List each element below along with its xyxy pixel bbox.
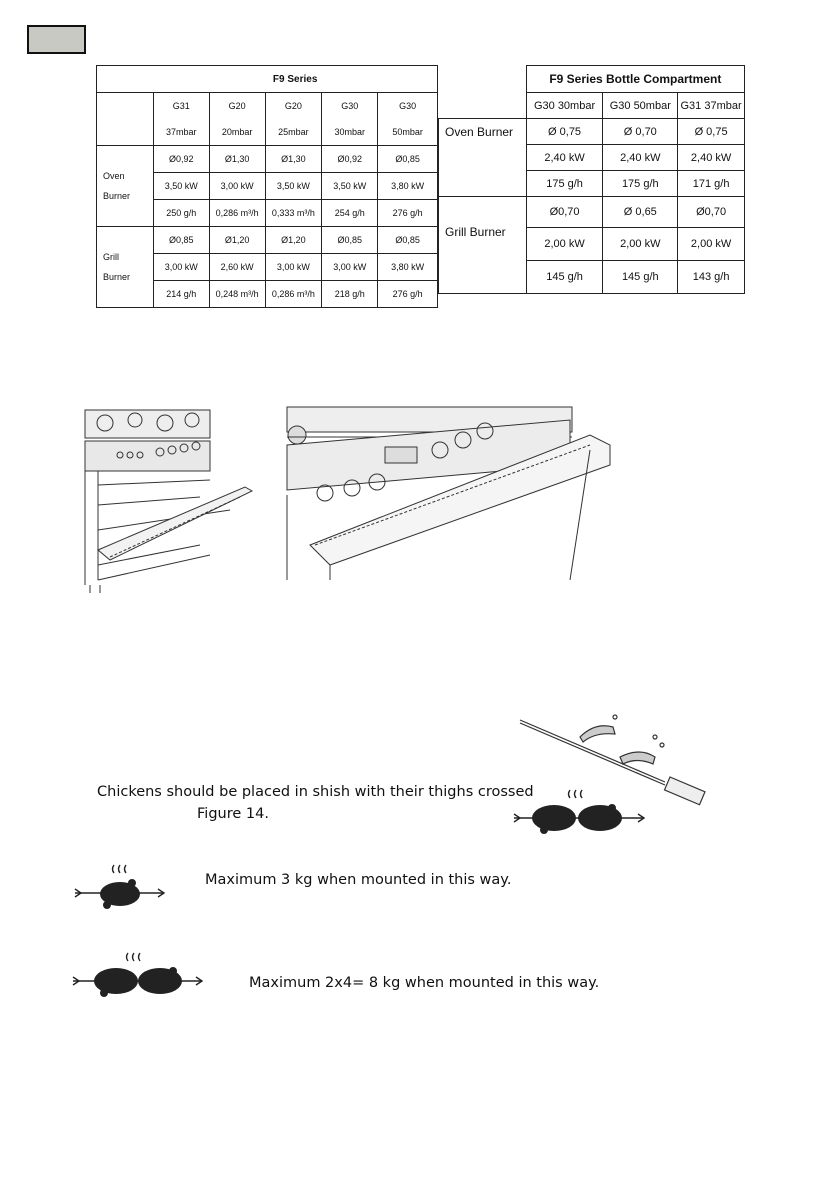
gas-pressure: 37mbar <box>153 119 209 146</box>
table-cell: 250 g/h <box>153 200 209 227</box>
table-cell: 175 g/h <box>603 171 678 197</box>
table-cell: Ø1,20 <box>265 227 322 254</box>
table-cell: Ø0,85 <box>322 227 378 254</box>
table-cell: Ø 0,65 <box>603 197 678 228</box>
figure-reference: Figure 14. <box>197 806 269 822</box>
table-cell: 276 g/h <box>378 281 438 308</box>
table-cell: Ø0,70 <box>526 197 603 228</box>
table-corner <box>97 66 154 93</box>
table-cell: 2,60 kW <box>209 254 265 281</box>
table-cell: Ø0,70 <box>678 197 745 228</box>
table-cell: 3,50 kW <box>265 173 322 200</box>
table-cell: 254 g/h <box>322 200 378 227</box>
table-cell: 3,50 kW <box>153 173 209 200</box>
table-cell: 3,80 kW <box>378 173 438 200</box>
gas-type: G30 <box>378 93 438 120</box>
table-cell: 3,50 kW <box>322 173 378 200</box>
gas-pressure: 50mbar <box>378 119 438 146</box>
table-cell: 175 g/h <box>526 171 603 197</box>
table-cell: 0,286 m³/h <box>265 281 322 308</box>
table-cell: 2,40 kW <box>603 145 678 171</box>
column-header: G30 50mbar <box>603 93 678 119</box>
table-cell: Ø1,30 <box>265 146 322 173</box>
table-cell: Ø 0,75 <box>678 119 745 145</box>
f9-series-gas-table <box>96 65 438 308</box>
table-cell: 3,80 kW <box>378 254 438 281</box>
table-cell: 3,00 kW <box>209 173 265 200</box>
table-cell: 3,00 kW <box>265 254 322 281</box>
instruction-line: Chickens should be placed in shish with their thighs crossed <box>97 784 534 800</box>
table-cell: Ø1,30 <box>209 146 265 173</box>
bottle-compartment-table <box>438 65 745 294</box>
table-cell: 2,00 kW <box>678 228 745 261</box>
table-cell: Ø0,85 <box>153 227 209 254</box>
table-cell: 276 g/h <box>378 200 438 227</box>
table-cell: Ø0,92 <box>153 146 209 173</box>
table-cell: 2,40 kW <box>678 145 745 171</box>
table-cell: 214 g/h <box>153 281 209 308</box>
max-weight-double: Maximum 2x4= 8 kg when mounted in this way. <box>249 975 600 991</box>
chicken-on-spit-icon <box>70 948 205 1003</box>
oven-burner-label: Oven Burner <box>97 146 154 227</box>
max-weight-single: Maximum 3 kg when mounted in this way. <box>205 872 512 888</box>
grill-burner-label: Grill Burner <box>97 227 154 308</box>
table-cell: 3,00 kW <box>322 254 378 281</box>
chicken-on-spit-icon <box>72 860 167 915</box>
table-title: F9 Series <box>153 66 437 93</box>
table-cell: 0,248 m³/h <box>209 281 265 308</box>
table-cell: Ø 0,75 <box>526 119 603 145</box>
table-cell: Ø1,20 <box>209 227 265 254</box>
gas-type: G20 <box>209 93 265 120</box>
table-cell: 145 g/h <box>526 261 603 294</box>
gas-pressure: 25mbar <box>265 119 322 146</box>
gas-type: G20 <box>265 93 322 120</box>
oven-burner-label: Oven Burner <box>439 119 527 197</box>
table-cell: Ø0,85 <box>378 146 438 173</box>
table-cell: 171 g/h <box>678 171 745 197</box>
table-cell: 2,00 kW <box>603 228 678 261</box>
table-cell: 2,00 kW <box>526 228 603 261</box>
oven-door-open-icon <box>80 405 255 595</box>
table-cell: 145 g/h <box>603 261 678 294</box>
table-cell: 218 g/h <box>322 281 378 308</box>
column-header: G31 37mbar <box>678 93 745 119</box>
gas-type: G30 <box>322 93 378 120</box>
table-cell: Ø 0,70 <box>603 119 678 145</box>
grill-burner-label: Grill Burner <box>439 197 527 294</box>
table-cell: 2,40 kW <box>526 145 603 171</box>
table-cell: 3,00 kW <box>153 254 209 281</box>
page-number-tab <box>27 25 86 54</box>
column-header: G30 30mbar <box>526 93 603 119</box>
table-cell: 0,286 m³/h <box>209 200 265 227</box>
bottle-table-title: F9 Series Bottle Compartment <box>526 66 744 93</box>
oven-door-closing-icon <box>285 405 615 580</box>
table-cell: Ø0,85 <box>378 227 438 254</box>
gas-type: G31 <box>153 93 209 120</box>
gas-pressure: 30mbar <box>322 119 378 146</box>
table-cell: 143 g/h <box>678 261 745 294</box>
gas-pressure: 20mbar <box>209 119 265 146</box>
table-cell: Ø0,92 <box>322 146 378 173</box>
table-cell: 0,333 m³/h <box>265 200 322 227</box>
